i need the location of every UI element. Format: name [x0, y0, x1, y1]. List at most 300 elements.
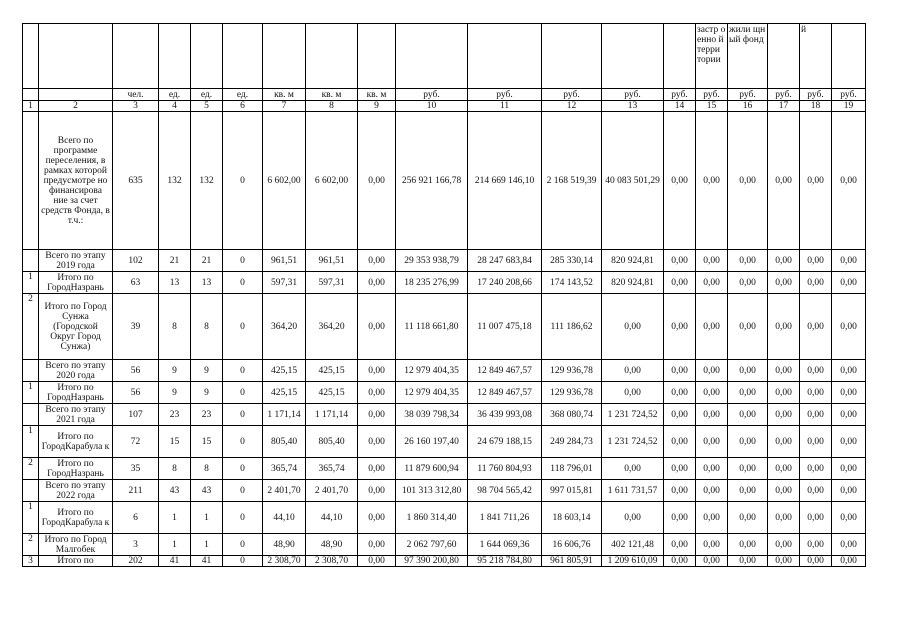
value-cell: 0 — [223, 382, 263, 404]
value-cell: 97 390 200,80 — [396, 556, 468, 567]
unit-cell: кв. м — [263, 89, 306, 101]
value-cell: 0,00 — [358, 458, 396, 480]
value-cell: 9 — [159, 382, 191, 404]
value-cell: 0,00 — [768, 502, 800, 534]
value-cell: 0,00 — [800, 382, 832, 404]
table-row — [23, 250, 866, 272]
value-cell: 285 330,14 — [542, 250, 602, 272]
value-cell: 820 924,81 — [602, 272, 664, 294]
value-cell: 0,00 — [728, 294, 768, 360]
unit-cell: ед. — [159, 89, 191, 101]
value-cell: 0,00 — [768, 112, 800, 250]
value-cell: 2 401,70 — [263, 480, 306, 502]
value-cell: 0,00 — [800, 360, 832, 382]
value-cell: 1 611 731,57 — [602, 480, 664, 502]
column-number-cell: 12 — [542, 101, 602, 112]
value-cell: 0,00 — [696, 534, 728, 556]
value-cell: 0 — [223, 404, 263, 426]
value-cell: 0,00 — [728, 112, 768, 250]
row-number-cell: 2 — [23, 294, 39, 360]
value-cell: 820 924,81 — [602, 250, 664, 272]
row-name-cell: Итого по ГородКарабула к — [39, 502, 113, 534]
value-cell: 0,00 — [696, 480, 728, 502]
value-cell: 2 168 519,39 — [542, 112, 602, 250]
value-cell: 23 — [191, 404, 223, 426]
column-number-cell: 9 — [358, 101, 396, 112]
value-cell: 24 679 188,15 — [468, 426, 542, 458]
value-cell: 0,00 — [728, 382, 768, 404]
value-cell: 0,00 — [768, 250, 800, 272]
value-cell: 0,00 — [728, 426, 768, 458]
value-cell: 111 186,62 — [542, 294, 602, 360]
value-cell: 214 669 146,10 — [468, 112, 542, 250]
unit-cell: руб. — [768, 89, 800, 101]
value-cell: 364,20 — [263, 294, 306, 360]
value-cell: 0,00 — [358, 426, 396, 458]
row-number-cell — [23, 360, 39, 382]
value-cell: 0,00 — [696, 382, 728, 404]
value-cell: 0,00 — [664, 272, 696, 294]
value-cell: 1 231 724,52 — [602, 426, 664, 458]
value-cell: 0,00 — [696, 360, 728, 382]
column-number-cell: 19 — [832, 101, 866, 112]
value-cell: 0,00 — [832, 294, 866, 360]
row-name-cell: Итого по ГородНазрань — [39, 382, 113, 404]
column-number-cell: 5 — [191, 101, 223, 112]
value-cell: 48,90 — [306, 534, 358, 556]
row-name-cell: Всего по этапу 2022 года — [39, 480, 113, 502]
value-cell: 11 118 661,80 — [396, 294, 468, 360]
value-cell: 0,00 — [728, 480, 768, 502]
value-cell: 0,00 — [696, 556, 728, 567]
value-cell: 13 — [159, 272, 191, 294]
value-cell: 9 — [191, 360, 223, 382]
value-cell: 43 — [191, 480, 223, 502]
column-number-cell: 3 — [113, 101, 159, 112]
header-cell — [23, 24, 39, 89]
value-cell: 0,00 — [768, 458, 800, 480]
row-name-cell: Всего по программе переселения, в рамках которой предусмотре но финансирова ние за счет средств Фонда, в т.ч.: — [39, 112, 113, 250]
row-number-cell: 3 — [23, 556, 39, 567]
value-cell: 249 284,73 — [542, 426, 602, 458]
column-number-cell: 10 — [396, 101, 468, 112]
value-cell: 1 860 314,40 — [396, 502, 468, 534]
value-cell: 0,00 — [602, 294, 664, 360]
value-cell: 118 796,01 — [542, 458, 602, 480]
value-cell: 0,00 — [800, 458, 832, 480]
value-cell: 0,00 — [358, 404, 396, 426]
value-cell: 0 — [223, 556, 263, 567]
value-cell: 0,00 — [768, 534, 800, 556]
value-cell: 0,00 — [358, 250, 396, 272]
value-cell: 1 171,14 — [263, 404, 306, 426]
value-cell: 44,10 — [306, 502, 358, 534]
value-cell: 0,00 — [664, 294, 696, 360]
value-cell: 0,00 — [800, 426, 832, 458]
header-cell — [358, 24, 396, 89]
value-cell: 40 083 501,29 — [602, 112, 664, 250]
unit-cell — [23, 89, 39, 101]
unit-cell: руб. — [728, 89, 768, 101]
value-cell: 805,40 — [263, 426, 306, 458]
value-cell: 0,00 — [768, 480, 800, 502]
row-number-cell — [23, 112, 39, 250]
row-name-cell: Итого по ГородКарабула к — [39, 426, 113, 458]
header-cell — [191, 24, 223, 89]
value-cell: 0,00 — [728, 458, 768, 480]
value-cell: 0 — [223, 294, 263, 360]
value-cell: 0,00 — [832, 112, 866, 250]
header-cell — [542, 24, 602, 89]
value-cell: 0,00 — [768, 426, 800, 458]
unit-cell: руб. — [542, 89, 602, 101]
value-cell: 9 — [159, 360, 191, 382]
unit-cell: кв. м — [306, 89, 358, 101]
column-number-cell: 11 — [468, 101, 542, 112]
table-row — [23, 502, 866, 534]
table-row — [23, 112, 866, 250]
value-cell: 43 — [159, 480, 191, 502]
value-cell: 18 235 276,99 — [396, 272, 468, 294]
value-cell: 0,00 — [602, 382, 664, 404]
value-cell: 425,15 — [306, 382, 358, 404]
value-cell: 3 — [113, 534, 159, 556]
value-cell: 41 — [191, 556, 223, 567]
value-cell: 129 936,78 — [542, 382, 602, 404]
table-row — [23, 534, 866, 556]
value-cell: 0,00 — [768, 360, 800, 382]
header-cell — [39, 24, 113, 89]
value-cell: 0 — [223, 112, 263, 250]
row-name-cell: Всего по этапу 2019 года — [39, 250, 113, 272]
value-cell: 44,10 — [263, 502, 306, 534]
value-cell: 0,00 — [768, 404, 800, 426]
column-number-cell: 8 — [306, 101, 358, 112]
header-cell — [159, 24, 191, 89]
value-cell: 107 — [113, 404, 159, 426]
column-number-cell: 4 — [159, 101, 191, 112]
table-row — [23, 294, 866, 360]
value-cell: 18 603,14 — [542, 502, 602, 534]
value-cell: 0,00 — [358, 502, 396, 534]
row-number-cell: 1 — [23, 382, 39, 404]
value-cell: 0,00 — [800, 534, 832, 556]
value-cell: 6 — [113, 502, 159, 534]
header-cell-18: й — [800, 24, 832, 89]
table-row — [23, 272, 866, 294]
value-cell: 1 171,14 — [306, 404, 358, 426]
value-cell: 961,51 — [263, 250, 306, 272]
value-cell: 35 — [113, 458, 159, 480]
value-cell: 6 602,00 — [263, 112, 306, 250]
value-cell: 0,00 — [800, 112, 832, 250]
unit-cell: руб. — [696, 89, 728, 101]
value-cell: 0 — [223, 534, 263, 556]
value-cell: 0,00 — [696, 112, 728, 250]
value-cell: 2 401,70 — [306, 480, 358, 502]
value-cell: 0,00 — [602, 502, 664, 534]
value-cell: 16 606,76 — [542, 534, 602, 556]
value-cell: 0,00 — [728, 404, 768, 426]
value-cell: 0,00 — [728, 534, 768, 556]
value-cell: 63 — [113, 272, 159, 294]
value-cell: 368 080,74 — [542, 404, 602, 426]
value-cell: 0,00 — [664, 404, 696, 426]
value-cell: 0,00 — [832, 382, 866, 404]
value-cell: 0,00 — [768, 272, 800, 294]
value-cell: 1 841 711,26 — [468, 502, 542, 534]
value-cell: 98 704 565,42 — [468, 480, 542, 502]
value-cell: 635 — [113, 112, 159, 250]
value-cell: 0,00 — [800, 294, 832, 360]
units-row — [23, 89, 866, 101]
value-cell: 56 — [113, 360, 159, 382]
value-cell: 15 — [159, 426, 191, 458]
unit-cell: руб. — [396, 89, 468, 101]
header-cell-16: жили щный фонд — [728, 24, 768, 89]
value-cell: 1 209 610,09 — [602, 556, 664, 567]
value-cell: 425,15 — [306, 360, 358, 382]
value-cell: 2 062 797,60 — [396, 534, 468, 556]
column-number-row — [23, 101, 866, 112]
unit-cell: руб. — [602, 89, 664, 101]
column-number-cell: 7 — [263, 101, 306, 112]
value-cell: 0,00 — [664, 458, 696, 480]
value-cell: 0,00 — [832, 556, 866, 567]
value-cell: 36 439 993,08 — [468, 404, 542, 426]
table-row — [23, 458, 866, 480]
row-number-cell — [23, 404, 39, 426]
value-cell: 8 — [191, 458, 223, 480]
value-cell: 132 — [191, 112, 223, 250]
table-row — [23, 382, 866, 404]
value-cell: 997 015,81 — [542, 480, 602, 502]
value-cell: 8 — [159, 458, 191, 480]
row-name-cell: Всего по этапу 2021 года — [39, 404, 113, 426]
value-cell: 0,00 — [832, 480, 866, 502]
value-cell: 0,00 — [358, 480, 396, 502]
value-cell: 0 — [223, 250, 263, 272]
value-cell: 0,00 — [664, 534, 696, 556]
value-cell: 1 — [191, 534, 223, 556]
value-cell: 0,00 — [664, 382, 696, 404]
value-cell: 0,00 — [664, 112, 696, 250]
header-cell-15: застр оенно й терри тории — [696, 24, 728, 89]
value-cell: 0,00 — [728, 556, 768, 567]
header-cell — [664, 24, 696, 89]
table-row — [23, 556, 866, 567]
value-cell: 12 849 467,57 — [468, 382, 542, 404]
value-cell: 0 — [223, 502, 263, 534]
value-cell: 0,00 — [664, 480, 696, 502]
table-row — [23, 404, 866, 426]
header-cell — [832, 24, 866, 89]
value-cell: 0,00 — [602, 458, 664, 480]
header-cell — [113, 24, 159, 89]
value-cell: 365,74 — [306, 458, 358, 480]
value-cell: 365,74 — [263, 458, 306, 480]
value-cell: 0 — [223, 458, 263, 480]
column-number-cell: 13 — [602, 101, 664, 112]
value-cell: 11 879 600,94 — [396, 458, 468, 480]
value-cell: 597,31 — [306, 272, 358, 294]
value-cell: 0,00 — [832, 534, 866, 556]
value-cell: 21 — [159, 250, 191, 272]
value-cell: 0,00 — [800, 502, 832, 534]
value-cell: 0 — [223, 480, 263, 502]
value-cell: 0 — [223, 272, 263, 294]
value-cell: 12 979 404,35 — [396, 382, 468, 404]
value-cell: 425,15 — [263, 382, 306, 404]
column-number-cell: 18 — [800, 101, 832, 112]
value-cell: 0,00 — [768, 556, 800, 567]
value-cell: 29 353 938,79 — [396, 250, 468, 272]
value-cell: 95 218 784,80 — [468, 556, 542, 567]
value-cell: 0,00 — [358, 112, 396, 250]
value-cell: 1 — [159, 502, 191, 534]
column-number-cell: 14 — [664, 101, 696, 112]
value-cell: 0,00 — [832, 458, 866, 480]
value-cell: 38 039 798,34 — [396, 404, 468, 426]
value-cell: 961,51 — [306, 250, 358, 272]
value-cell: 0,00 — [800, 404, 832, 426]
value-cell: 174 143,52 — [542, 272, 602, 294]
row-name-cell: Итого по ГородНазрань — [39, 272, 113, 294]
value-cell: 0,00 — [768, 294, 800, 360]
header-cell — [768, 24, 800, 89]
value-cell: 8 — [159, 294, 191, 360]
value-cell: 425,15 — [263, 360, 306, 382]
value-cell: 17 240 208,66 — [468, 272, 542, 294]
value-cell: 0,00 — [832, 272, 866, 294]
value-cell: 0,00 — [768, 382, 800, 404]
value-cell: 1 — [191, 502, 223, 534]
column-number-cell: 1 — [23, 101, 39, 112]
value-cell: 0,00 — [358, 360, 396, 382]
value-cell: 0,00 — [800, 480, 832, 502]
value-cell: 0,00 — [664, 556, 696, 567]
value-cell: 11 007 475,18 — [468, 294, 542, 360]
value-cell: 28 247 683,84 — [468, 250, 542, 272]
header-cell — [223, 24, 263, 89]
value-cell: 597,31 — [263, 272, 306, 294]
value-cell: 56 — [113, 382, 159, 404]
value-cell: 364,20 — [306, 294, 358, 360]
header-cell — [306, 24, 358, 89]
row-name-cell: Итого по Город Малгобек — [39, 534, 113, 556]
value-cell: 211 — [113, 480, 159, 502]
header-cell — [263, 24, 306, 89]
value-cell: 21 — [191, 250, 223, 272]
value-cell: 1 644 069,36 — [468, 534, 542, 556]
value-cell: 0,00 — [696, 272, 728, 294]
value-cell: 0,00 — [696, 404, 728, 426]
value-cell: 0,00 — [800, 250, 832, 272]
value-cell: 6 602,00 — [306, 112, 358, 250]
value-cell: 0,00 — [664, 360, 696, 382]
row-number-cell: 2 — [23, 534, 39, 556]
unit-cell: чел. — [113, 89, 159, 101]
value-cell: 0,00 — [832, 250, 866, 272]
value-cell: 9 — [191, 382, 223, 404]
value-cell: 12 849 467,57 — [468, 360, 542, 382]
value-cell: 0,00 — [832, 426, 866, 458]
value-cell: 0,00 — [728, 250, 768, 272]
value-cell: 0,00 — [664, 250, 696, 272]
unit-cell: руб. — [664, 89, 696, 101]
row-number-cell: 2 — [23, 458, 39, 480]
value-cell: 0,00 — [696, 426, 728, 458]
value-cell: 202 — [113, 556, 159, 567]
value-cell: 39 — [113, 294, 159, 360]
value-cell: 12 979 404,35 — [396, 360, 468, 382]
row-name-cell: Итого по Город Сунжа (Городской Округ Город Сунжа) — [39, 294, 113, 360]
unit-cell: ед. — [191, 89, 223, 101]
table-row — [23, 360, 866, 382]
column-number-cell: 15 — [696, 101, 728, 112]
value-cell: 805,40 — [306, 426, 358, 458]
unit-cell: кв. м — [358, 89, 396, 101]
unit-cell: руб. — [832, 89, 866, 101]
value-cell: 0 — [223, 360, 263, 382]
value-cell: 256 921 166,78 — [396, 112, 468, 250]
value-cell: 0,00 — [696, 502, 728, 534]
column-number-cell: 2 — [39, 101, 113, 112]
value-cell: 15 — [191, 426, 223, 458]
value-cell: 101 313 312,80 — [396, 480, 468, 502]
row-number-cell: 1 — [23, 502, 39, 534]
value-cell: 961 805,91 — [542, 556, 602, 567]
unit-cell — [39, 89, 113, 101]
value-cell: 0,00 — [602, 360, 664, 382]
unit-cell: руб. — [800, 89, 832, 101]
row-name-cell: Итого по ГородНазрань — [39, 458, 113, 480]
row-name-cell: Всего по этапу 2020 года — [39, 360, 113, 382]
value-cell: 23 — [159, 404, 191, 426]
value-cell: 0,00 — [728, 502, 768, 534]
value-cell: 1 231 724,52 — [602, 404, 664, 426]
table-row — [23, 426, 866, 458]
value-cell: 132 — [159, 112, 191, 250]
value-cell: 0,00 — [696, 250, 728, 272]
value-cell: 72 — [113, 426, 159, 458]
row-number-cell: 1 — [23, 426, 39, 458]
header-cell — [602, 24, 664, 89]
value-cell: 2 308,70 — [263, 556, 306, 567]
header-cell — [396, 24, 468, 89]
value-cell: 0,00 — [832, 360, 866, 382]
column-number-cell: 16 — [728, 101, 768, 112]
value-cell: 0,00 — [696, 294, 728, 360]
row-number-cell — [23, 250, 39, 272]
value-cell: 0,00 — [800, 272, 832, 294]
value-cell: 0,00 — [832, 502, 866, 534]
value-cell: 0,00 — [832, 404, 866, 426]
value-cell: 129 936,78 — [542, 360, 602, 382]
unit-cell: ед. — [223, 89, 263, 101]
value-cell: 0,00 — [800, 556, 832, 567]
column-number-cell: 6 — [223, 101, 263, 112]
value-cell: 41 — [159, 556, 191, 567]
value-cell: 0,00 — [664, 426, 696, 458]
value-cell: 11 760 804,93 — [468, 458, 542, 480]
row-number-cell: 1 — [23, 272, 39, 294]
value-cell: 0,00 — [696, 458, 728, 480]
value-cell: 0,00 — [358, 534, 396, 556]
column-number-cell: 17 — [768, 101, 800, 112]
value-cell: 0,00 — [358, 294, 396, 360]
row-number-cell — [23, 480, 39, 502]
